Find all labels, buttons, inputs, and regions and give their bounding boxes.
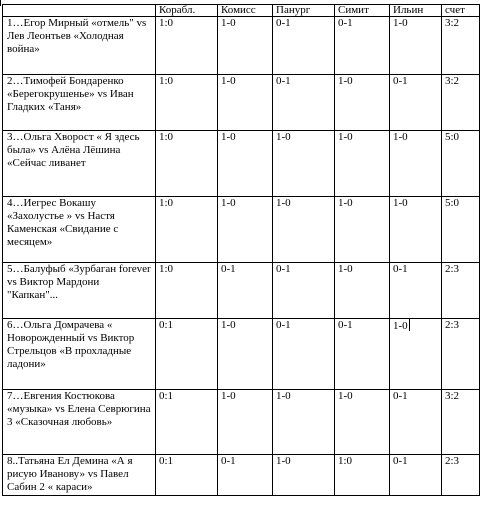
table-row (3, 263, 480, 319)
total-cell[interactable]: 3:2 (442, 75, 480, 131)
score-cell[interactable]: 1-0 (218, 17, 273, 75)
score-cell[interactable]: 1-0 (273, 131, 335, 197)
score-cell[interactable]: 1-0 (218, 390, 273, 455)
score-cell[interactable]: 1-0 (273, 455, 335, 496)
score-cell[interactable]: 0:1 (156, 390, 218, 455)
table-row (3, 455, 480, 496)
header-cell-blank[interactable] (3, 5, 156, 17)
score-cell[interactable]: 1-0 (218, 197, 273, 263)
score-cell[interactable]: 0-1 (335, 17, 390, 75)
table-row (3, 390, 480, 455)
match-cell[interactable]: 2…Тимофей Бондаренко «Берегокрушенье» vs Иван Гладких «Таня» (3, 75, 156, 131)
score-cell-with-cursor[interactable] (390, 319, 442, 390)
score-cell[interactable]: 1-0 (335, 75, 390, 131)
total-cell[interactable]: 3:2 (442, 17, 480, 75)
score-cell[interactable]: 1-0 (335, 390, 390, 455)
table-row (3, 319, 480, 390)
score-cell[interactable]: 0-1 (390, 455, 442, 496)
score-cell[interactable]: 1-0 (335, 263, 390, 319)
table-row (3, 17, 480, 75)
text-cursor (409, 319, 410, 331)
total-cell[interactable]: 2:3 (442, 263, 480, 319)
score-cell[interactable]: 0-1 (390, 390, 442, 455)
total-cell[interactable]: 2:3 (442, 319, 480, 390)
header-cell-komiss[interactable]: Комисс (218, 5, 273, 17)
score-cell[interactable]: 0-1 (390, 263, 442, 319)
match-cell[interactable]: 4…Иегрес Вокашу «Захолустье » vs Настя Каменская «Свидание с месяцем» (3, 197, 156, 263)
match-cell[interactable]: 1…Егор Мирный «отмель" vs Лев Леонтьев «Холодная война» (3, 17, 156, 75)
table-row (3, 197, 480, 263)
score-cell[interactable]: 1:0 (335, 455, 390, 496)
score-cell[interactable]: 1:0 (156, 263, 218, 319)
total-cell[interactable]: 2:3 (442, 455, 480, 496)
score-cell[interactable]: 1-0 (390, 17, 442, 75)
match-cell[interactable]: 5…Балуфыб «Зурбаган forever vs Виктор Мардони "Капкан"... (3, 263, 156, 319)
score-cell[interactable]: 0:1 (156, 455, 218, 496)
total-cell[interactable]: 5:0 (442, 197, 480, 263)
score-cell[interactable]: 1:0 (156, 17, 218, 75)
header-cell-panurg[interactable]: Панург (273, 5, 335, 17)
score-cell[interactable]: 0-1 (273, 263, 335, 319)
table-row (3, 131, 480, 197)
header-cell-ilin[interactable]: Ильин (390, 5, 442, 17)
score-cell[interactable]: 0-1 (273, 75, 335, 131)
score-cell[interactable]: 1-0 (273, 390, 335, 455)
match-cell[interactable]: 3…Ольга Хворост « Я здесь была» vs Алёна Лёшина «Сейчас ливанет (3, 131, 156, 197)
match-cell[interactable]: 8..Татьяна Ел Демина «А я рисую Иванову» vs Павел Сабин 2 « караси» (3, 455, 156, 496)
results-table (2, 4, 480, 496)
score-cell[interactable]: 0-1 (218, 455, 273, 496)
total-cell[interactable]: 5:0 (442, 131, 480, 197)
score-cell[interactable]: 1:0 (156, 75, 218, 131)
header-cell-simit[interactable]: Симит (335, 5, 390, 17)
score-cell[interactable]: 0:1 (156, 319, 218, 390)
table-row (3, 75, 480, 131)
score-cell[interactable]: 1:0 (156, 131, 218, 197)
header-cell-schet[interactable]: счет (442, 5, 480, 17)
score-cell[interactable]: 0-1 (273, 319, 335, 390)
score-cell[interactable]: 0-1 (218, 263, 273, 319)
score-cell[interactable]: 1:0 (156, 197, 218, 263)
score-cell[interactable]: 1-0 (273, 197, 335, 263)
score-cell[interactable]: 1-0 (218, 75, 273, 131)
table-header-row (3, 5, 480, 17)
match-cell[interactable]: 6…Ольга Домрачева « Новорожденный vs Виктор Стрельцов «В прохладные ладони» (3, 319, 156, 390)
score-value: 1-0 (393, 320, 408, 332)
total-cell[interactable]: 3:2 (442, 390, 480, 455)
score-cell[interactable]: 0-1 (273, 17, 335, 75)
score-cell[interactable]: 1-0 (335, 131, 390, 197)
score-cell[interactable]: 1-0 (335, 197, 390, 263)
score-cell[interactable]: 0-1 (335, 319, 390, 390)
score-cell[interactable]: 0-1 (390, 75, 442, 131)
score-cell[interactable]: 1-0 (218, 131, 273, 197)
score-cell[interactable]: 1-0 (390, 131, 442, 197)
score-cell[interactable]: 1-0 (218, 319, 273, 390)
score-cell[interactable]: 1-0 (390, 197, 442, 263)
header-cell-korabl[interactable]: Корабл. (156, 5, 218, 17)
match-cell[interactable]: 7…Евгения Костюкова «музыка» vs Елена Севрюгина 3 «Сказочная любовь» (3, 390, 156, 455)
